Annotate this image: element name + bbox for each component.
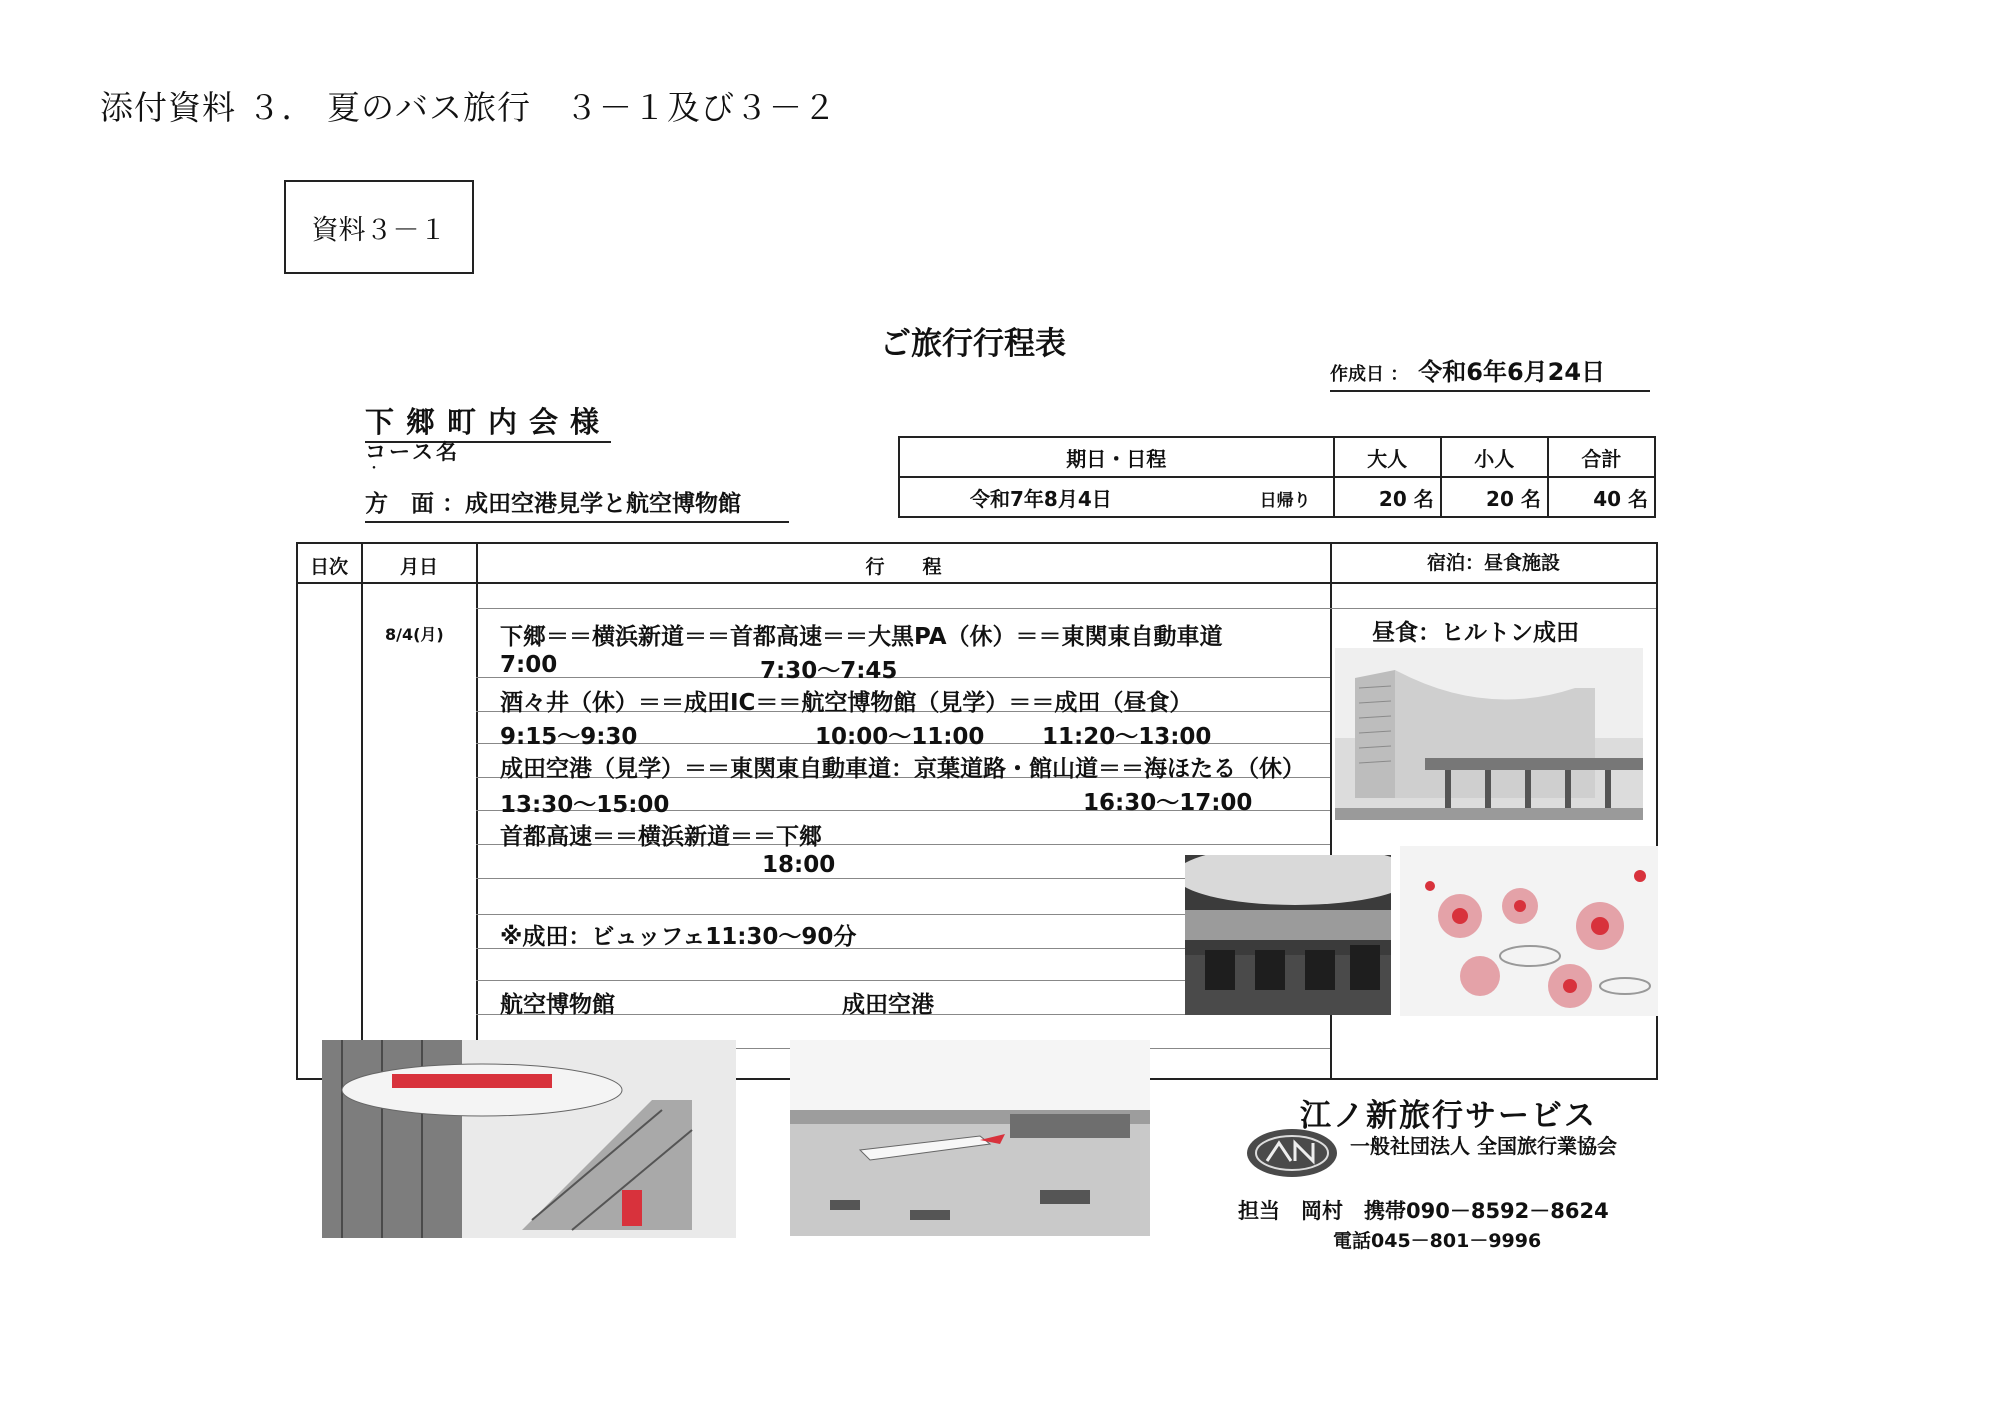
header-date: 月日 — [399, 556, 438, 578]
document-header: 添付資料 ３． 夏のバス旅行 ３－１及び３－２ — [100, 88, 837, 127]
created-date — [1330, 352, 1650, 392]
material-label-box — [284, 180, 474, 274]
client-name: 下郷町内会様 — [365, 400, 611, 443]
summary-date: 令和7年8月4日 — [970, 486, 1112, 511]
summary-header-schedule: 期日・日程 — [899, 437, 1334, 477]
route-time-arrive: 18:00 — [762, 852, 836, 878]
association-name: 一般社団法人 全国旅行業協会 — [1350, 1134, 1617, 1158]
itinerary-title: ご旅行行程表 — [880, 326, 1066, 362]
summary-table — [898, 436, 1656, 518]
summary-children: 20 名 — [1441, 477, 1548, 517]
course-dot: ・ — [367, 461, 381, 477]
schedule-date: 8/4(月) — [385, 625, 444, 644]
header-day: 日次 — [309, 556, 348, 578]
hotel-photo — [1335, 648, 1643, 820]
caption-museum: 航空博物館 — [500, 992, 615, 1018]
route-time-lunch: 11:20〜13:00 — [1042, 724, 1212, 750]
museum-airplane-photo — [322, 1040, 736, 1238]
summary-total: 40 名 — [1548, 477, 1655, 517]
route-line-3: 成田空港（見学）＝＝東関東自動車道：京葉道路・館山道＝＝海ほたる（休） — [500, 756, 1305, 782]
route-time-daikoku: 7:30〜7:45 — [760, 658, 898, 684]
caption-airport: 成田空港 — [842, 992, 934, 1018]
summary-header-adults: 大人 — [1334, 437, 1441, 477]
route-time-shisui: 9:15〜9:30 — [500, 724, 638, 750]
material-label: 資料３－１ — [311, 214, 447, 246]
created-date-label: 作成日 ： — [1330, 364, 1409, 385]
summary-adults: 20 名 — [1334, 477, 1441, 517]
contact-person: 担当 岡村 携帯090－8592－8624 — [1238, 1199, 1609, 1223]
route-line-2: 酒々井（休）＝＝成田IC＝＝航空博物館（見学）＝＝成田（昼食） — [500, 690, 1193, 716]
summary-date-cell — [899, 477, 1334, 517]
header-route: 行 程 — [865, 556, 942, 578]
summary-header-children: 小人 — [1441, 437, 1548, 477]
buffet-photo — [1400, 846, 1658, 1016]
route-time-museum: 10:00〜11:00 — [815, 724, 985, 750]
course-label: コース名 — [365, 440, 460, 464]
header-lodging: 宿泊：昼食施設 — [1426, 552, 1560, 574]
restaurant-photo — [1185, 855, 1391, 1015]
association-logo-icon — [1245, 1127, 1340, 1183]
route-time-airport: 13:30〜15:00 — [500, 792, 670, 818]
direction-line: 方 面 ：成田空港見学と航空博物館 — [365, 485, 789, 523]
office-phone: 電話045－801－9996 — [1333, 1230, 1542, 1252]
route-time-depart: 7:00 — [500, 652, 558, 678]
summary-header-total: 合計 — [1548, 437, 1655, 477]
route-line-4: 首都高速＝＝横浜新道＝＝下郷 — [500, 824, 822, 850]
airport-photo — [790, 1040, 1150, 1236]
summary-trip-type: 日帰り — [1259, 491, 1311, 511]
buffet-note: ※成田：ビュッフェ11:30〜90分 — [500, 924, 857, 950]
route-line-1: 下郷＝＝横浜新道＝＝首都高速＝＝大黒PA（休）＝＝東関東自動車道 — [500, 624, 1223, 650]
created-date-value: 令和6年6月24日 — [1418, 358, 1606, 386]
lunch-venue: 昼食：ヒルトン成田 — [1372, 620, 1579, 646]
company-name: 江ノ新旅行サービス — [1300, 1098, 1597, 1134]
route-time-umihotaru: 16:30〜17:00 — [1083, 790, 1253, 816]
